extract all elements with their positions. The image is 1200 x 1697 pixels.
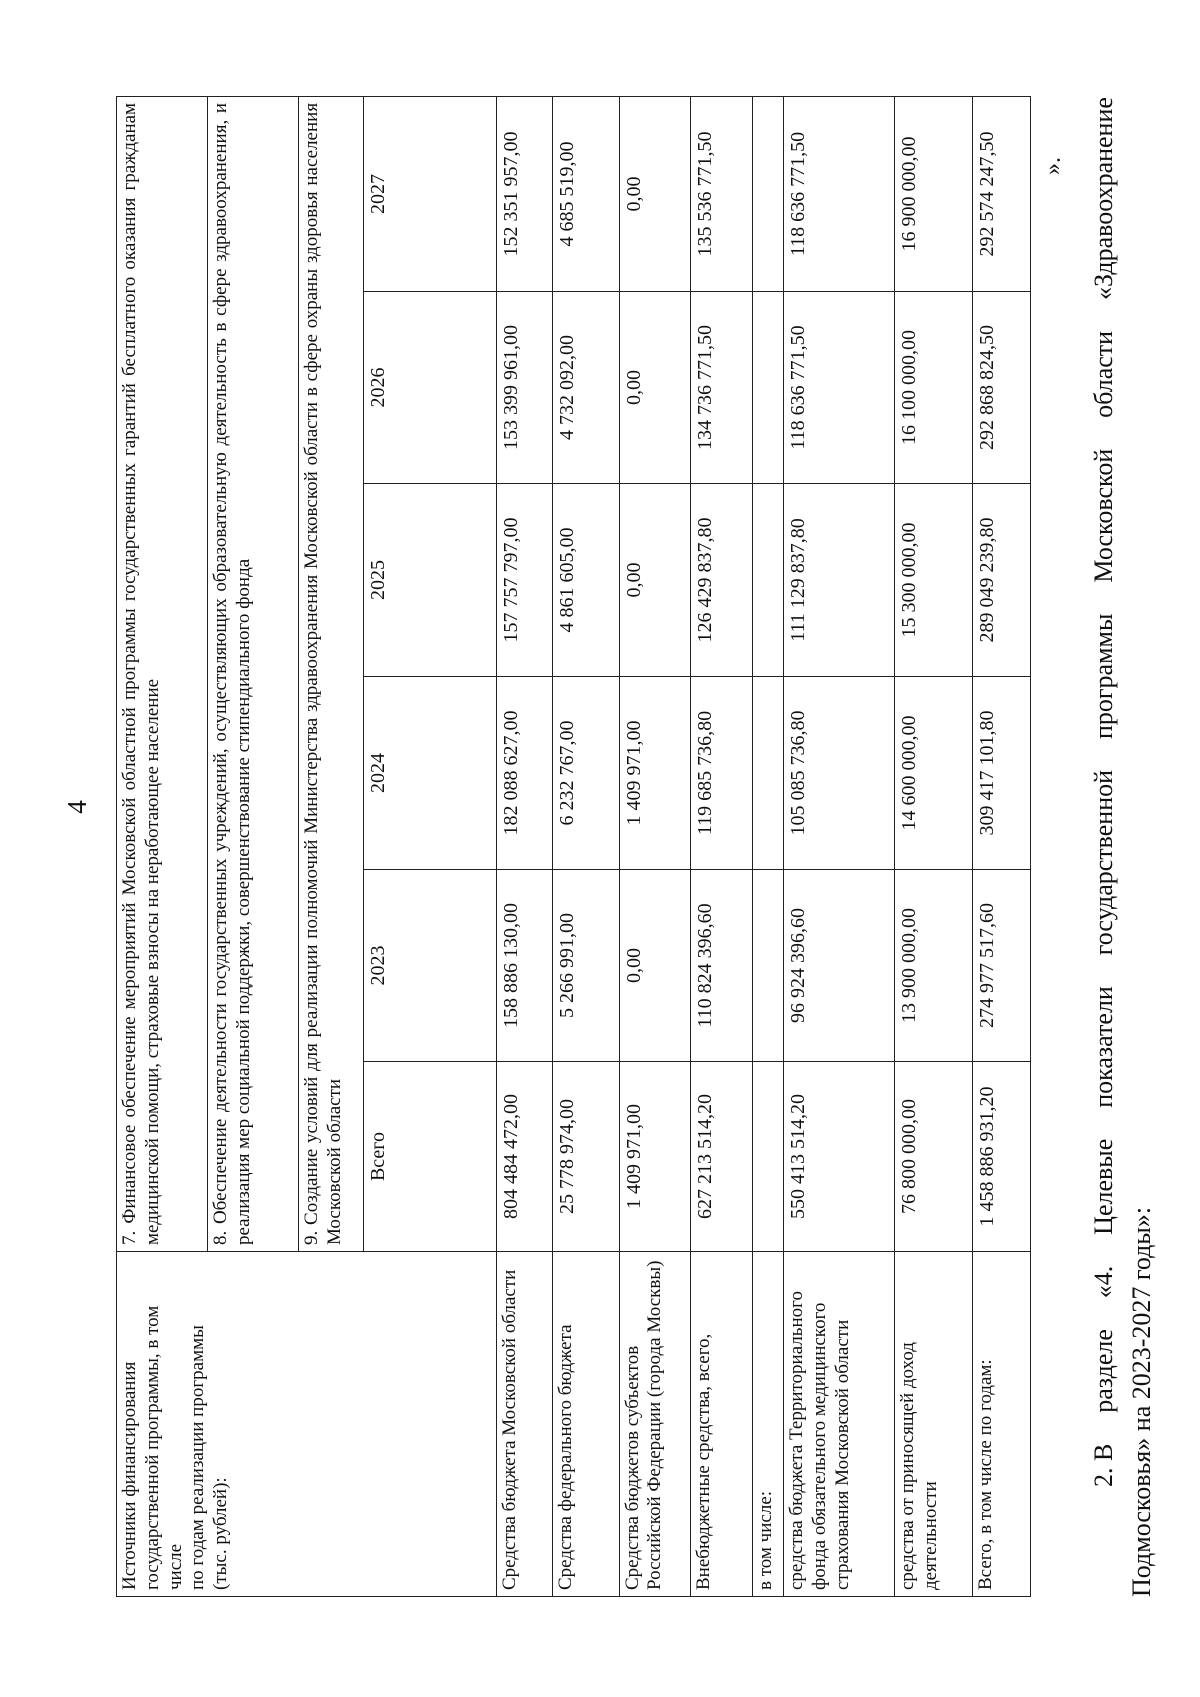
cell-value: 158 886 130,00 (497, 870, 553, 1062)
row-label: средства бюджета Территориального фонда обязательного медицинского страхования Московской области (784, 1252, 895, 1597)
col-header-2025: 2025 (363, 484, 496, 677)
cell-value: 1 409 971,00 (619, 677, 690, 870)
cell-value: 119 685 736,80 (690, 677, 752, 870)
cell-value: 110 824 396,60 (690, 870, 752, 1062)
financing-sources-label: Источники финансирования государственной программы, в том числе по годам реализации программы (тыс. рублей): (117, 1252, 497, 1597)
row-label: средства от приносящей доход деятельности (895, 1252, 973, 1597)
paragraph-line-1: 2. В разделе «4. Целевые показатели государственной программы Московской области «Здравоохранение (1089, 97, 1118, 1487)
cell-value: 6 232 767,00 (552, 677, 619, 870)
cell-value: 13 900 000,00 (895, 870, 973, 1062)
row-label: Всего, в том числе по годам: (973, 1252, 1031, 1597)
table-row (973, 96, 1031, 1596)
cell-value: 135 536 771,50 (690, 96, 752, 291)
cell-value: 1 458 886 931,20 (973, 1062, 1031, 1252)
cell-value: 292 868 824,50 (973, 292, 1031, 484)
cell-value: 25 778 974,00 (552, 1062, 619, 1252)
table-row (690, 96, 752, 1596)
activity-9: 9. Создание условий для реализации полномочий Министерства здравоохранения Московской области в сфере охраны здоровья населения Московской области (299, 96, 363, 1251)
cell-value: 292 574 247,50 (973, 96, 1031, 291)
cell-value: 152 351 957,00 (497, 96, 553, 291)
cell-value: 289 049 239,80 (973, 484, 1031, 677)
paragraph-line-2: Подмосковья» на 2023-2027 годы»: (1126, 1206, 1156, 1597)
row-label: Средства бюджетов субъектов Российской Федерации (города Москвы) (619, 1252, 690, 1597)
col-header-2026: 2026 (363, 292, 496, 484)
activity-row (117, 96, 208, 1596)
cell-value: 111 129 837,80 (784, 484, 895, 677)
cell-value: 153 399 961,00 (497, 292, 553, 484)
cell-value (752, 1062, 783, 1252)
cell-value: 96 924 396,60 (784, 870, 895, 1062)
financing-table (116, 96, 1031, 1597)
row-label: Средства бюджета Московской области (497, 1252, 553, 1597)
closing-quote: ». (1040, 157, 1066, 175)
col-header-2027: 2027 (363, 96, 496, 291)
cell-value: 4 861 605,00 (552, 484, 619, 677)
cell-value: 182 088 627,00 (497, 677, 553, 870)
cell-value (752, 677, 783, 870)
cell-value: 16 900 000,00 (895, 96, 973, 291)
row-label: Внебюджетные средства, всего, (690, 1252, 752, 1597)
cell-value: 4 685 519,00 (552, 96, 619, 291)
cell-value: 118 636 771,50 (784, 292, 895, 484)
cell-value: 105 085 736,80 (784, 677, 895, 870)
cell-value: 157 757 797,00 (497, 484, 553, 677)
cell-value: 627 213 514,20 (690, 1062, 752, 1252)
cell-value: 16 100 000,00 (895, 292, 973, 484)
activity-8: 8. Обеспечение деятельности государственных учреждений, осуществляющих образовательную деятельность в сфере здравоохранения, и реализация мер социальной поддержки, совершенствование стипендиального фонда (208, 96, 299, 1251)
table-row (895, 96, 973, 1596)
cell-value: 0,00 (619, 870, 690, 1062)
cell-value (752, 484, 783, 677)
cell-value: 0,00 (619, 96, 690, 291)
table-row (784, 96, 895, 1596)
cell-value: 134 736 771,50 (690, 292, 752, 484)
cell-value (752, 870, 783, 1062)
cell-value: 0,00 (619, 292, 690, 484)
cell-value: 14 600 000,00 (895, 677, 973, 870)
cell-value: 274 977 517,60 (973, 870, 1031, 1062)
table-row (552, 96, 619, 1596)
cell-value: 118 636 771,50 (784, 96, 895, 291)
cell-value (752, 96, 783, 291)
cell-value: 550 413 514,20 (784, 1062, 895, 1252)
table-row (497, 96, 553, 1596)
row-label: в том числе: (752, 1252, 783, 1597)
cell-value: 126 429 837,80 (690, 484, 752, 677)
col-header-2024: 2024 (363, 677, 496, 870)
cell-value: 4 732 092,00 (552, 292, 619, 484)
section-amendment-paragraph (1085, 97, 1160, 1597)
cell-value: 0,00 (619, 484, 690, 677)
col-header-total: Всего (363, 1062, 496, 1252)
table-row (619, 96, 690, 1596)
activity-7: 7. Финансовое обеспечение мероприятий Московской областной программы государственных гарантий бесплатного оказания гражданам медицинской помощи, страховые взносы на неработающее население (117, 96, 208, 1251)
cell-value: 5 266 991,00 (552, 870, 619, 1062)
table-row (752, 96, 783, 1596)
cell-value: 804 484 472,00 (497, 1062, 553, 1252)
col-header-2023: 2023 (363, 870, 496, 1062)
page-number: 4 (62, 800, 92, 814)
row-label: Средства федерального бюджета (552, 1252, 619, 1597)
cell-value (752, 292, 783, 484)
cell-value: 15 300 000,00 (895, 484, 973, 677)
cell-value: 309 417 101,80 (973, 677, 1031, 870)
cell-value: 1 409 971,00 (619, 1062, 690, 1252)
cell-value: 76 800 000,00 (895, 1062, 973, 1252)
